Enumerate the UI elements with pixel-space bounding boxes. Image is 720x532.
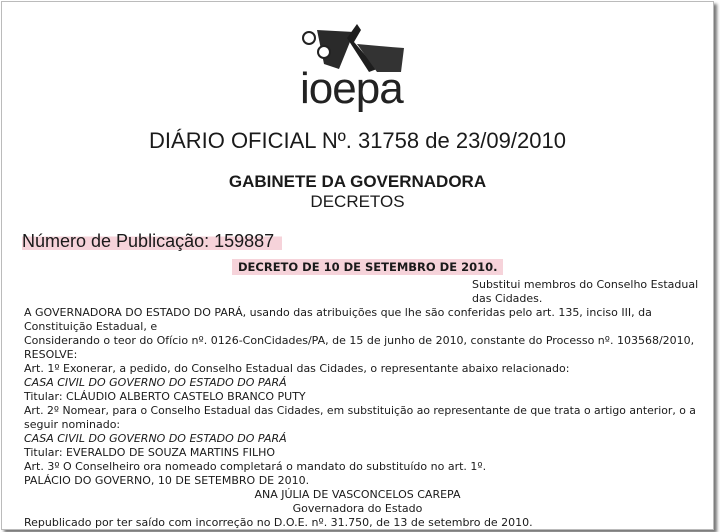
decree-line: Art. 1º Exonerar, a pedido, do Conselho Estadual das Cidades, o representante abaixo relacionado:: [24, 362, 570, 375]
office-heading: GABINETE DA GOVERNADORA: [228, 172, 487, 191]
decree-title: DECRETO DE 10 DE SETEMBRO DE 2010.: [232, 259, 503, 275]
signatory: ANA JÚLIA DE VASCONCELOS CAREPA: [254, 488, 461, 501]
decree-summary-line: das Cidades.: [472, 292, 543, 305]
decree-line: Constituição Estadual, e: [24, 320, 158, 333]
decree-line: Art. 2º Nomear, para o Conselho Estadual das Cidades, em substituição ao representante de que trata o artigo anterior, o a: [24, 404, 696, 417]
ioepa-logo-text: ioepa: [300, 64, 403, 113]
document-page: [1, 1, 714, 530]
decree-line: Titular: EVERALDO DE SOUZA MARTINS FILHO: [24, 446, 276, 459]
decree-line: Considerando o teor do Ofício nº. 0126-ConCidades/PA, de 15 de junho de 2010, constante do Processo nº. 103568/2010,: [24, 334, 695, 347]
decree-line: CASA CIVIL DO GOVERNO DO ESTADO DO PARÁ: [24, 432, 287, 445]
decree-line: seguir nominado:: [24, 418, 121, 431]
signatory-role: Governadora do Estado: [292, 502, 423, 515]
decree-line: Art. 3º O Conselheiro ora nomeado completará o mandato do substituído no art. 1º.: [24, 460, 487, 473]
gazette-title: DIÁRIO OFICIAL Nº. 31758 de 23/09/2010: [149, 128, 566, 153]
decree-summary-line: Substitui membros do Conselho Estadual: [472, 278, 699, 291]
decree-line: A GOVERNADORA DO ESTADO DO PARÁ, usando das atribuições que lhe são conferidas pelo art. 135, inciso III, da: [24, 306, 652, 319]
publication-number: Número de Publicação: 159887: [22, 231, 282, 252]
section-heading: DECRETOS: [310, 192, 405, 211]
decree-line: PALÁCIO DO GOVERNO, 10 DE SETEMBRO DE 2010.: [24, 474, 310, 487]
republication-note: Republicado por ter saído com incorreção no D.O.E. nº. 31.750, de 13 de setembro de 2010.: [24, 516, 533, 529]
decree-line: RESOLVE:: [24, 348, 78, 361]
decree-line: Titular: CLÁUDIO ALBERTO CASTELO BRANCO PUTY: [24, 390, 306, 403]
decree-line: CASA CIVIL DO GOVERNO DO ESTADO DO PARÁ: [24, 376, 287, 389]
